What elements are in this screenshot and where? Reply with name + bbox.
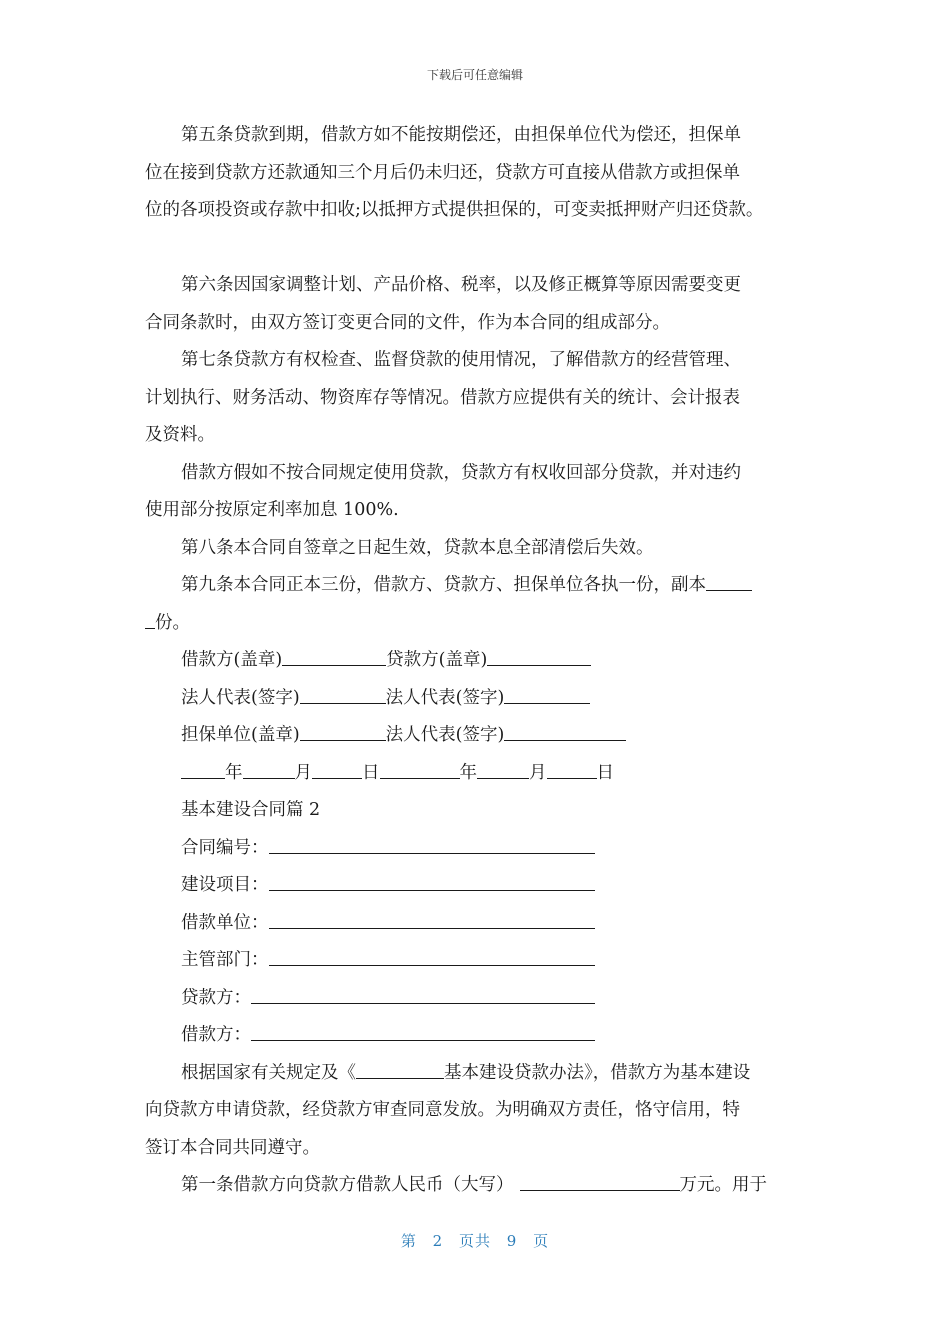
date-blank	[181, 760, 225, 779]
paragraph-gap	[145, 233, 835, 271]
lender-blank	[251, 985, 595, 1004]
copies-blank-cont	[145, 610, 155, 629]
preamble-line1	[145, 1058, 835, 1096]
year-label: 年	[459, 762, 477, 783]
article7-line3: 及资料。	[145, 425, 215, 445]
project-blank	[269, 872, 595, 891]
borrower-label: 借款方：	[181, 1025, 251, 1045]
legal-rep-label: 法人代表(签字)	[385, 725, 505, 745]
article5-line2: 位在接到贷款方还款通知三个月后仍未归还，贷款方可直接从借款方或担保单	[145, 162, 740, 183]
borrow-unit-row	[145, 908, 835, 946]
signature-row-3	[145, 720, 835, 758]
article1-text: 万元。用于	[679, 1175, 767, 1195]
article9-line2	[145, 608, 835, 646]
total-pages: 9	[506, 1232, 518, 1250]
lender-row	[145, 983, 835, 1021]
article7-line2: 计划执行、财务活动、物资库存等情况。借款方应提供有关的统计、会计报表	[145, 387, 740, 408]
signature-blank	[300, 685, 386, 704]
preamble-line3: 签订本合同共同遵守。	[145, 1137, 320, 1158]
month-label: 月	[529, 762, 547, 783]
date-blank	[380, 760, 460, 779]
borrow-unit-label: 借款单位：	[181, 912, 269, 933]
regulation-blank	[356, 1060, 444, 1079]
borrower-row	[145, 1020, 835, 1058]
date-blank	[312, 760, 362, 779]
guarantor-seal-label: 担保单位(盖章)	[181, 725, 300, 745]
section-title: 基本建设合同篇 2	[181, 800, 321, 820]
article7-line1: 第七条贷款方有权检查、监督贷款的使用情况，了解借款方的经营管理、	[181, 350, 741, 370]
borrow-unit-blank	[269, 910, 595, 929]
legal-rep-label: 法人代表(签字)	[181, 687, 300, 708]
amount-blank	[520, 1172, 680, 1191]
document-body	[145, 120, 835, 1208]
contract-no-row	[145, 833, 835, 871]
preamble-text: 基本建设贷款办法》，借款方为基本建设	[444, 1062, 751, 1083]
article9-text: 第九条本合同正本三份，借款方、贷款方、担保单位各执一份，副本	[181, 575, 706, 595]
page-footer	[0, 1230, 950, 1251]
footer-text: 第	[400, 1232, 417, 1250]
contract-no-blank	[269, 835, 595, 854]
article8-line1: 第八条本合同自签章之日起生效，贷款本息全部清偿后失效。	[181, 537, 654, 558]
signature-row-2	[145, 683, 835, 721]
footer-text: 页	[533, 1232, 550, 1250]
signature-blank	[504, 685, 590, 704]
date-row	[145, 758, 835, 796]
preamble-line2: 向贷款方申请贷款，经贷款方审查同意发放。为明确双方责任，恪守信用，特	[145, 1100, 740, 1120]
penalty-line2: 使用部分按原定利率加息 100%.	[145, 500, 399, 520]
borrower-blank	[251, 1022, 595, 1041]
dept-label: 主管部门：	[181, 950, 269, 970]
article6-line1: 第六条因国家调整计划、产品价格、税率，以及修正概算等原因需要变更	[181, 275, 741, 295]
article6-line2: 合同条款时，由双方签订变更合同的文件，作为本合同的组成部分。	[145, 312, 670, 333]
page-number: 2	[432, 1232, 444, 1250]
preamble-text: 根据国家有关规定及《	[181, 1062, 356, 1083]
lender-seal-label: 贷款方(盖章)	[386, 650, 488, 670]
article1-line1	[145, 1170, 835, 1208]
article5-line3: 位的各项投资或存款中扣收;以抵押方式提供担保的，可变卖抵押财产归还贷款。	[145, 200, 764, 220]
borrower-seal-label: 借款方(盖章)	[181, 650, 283, 670]
article9-line1	[145, 570, 835, 608]
date-blank	[547, 760, 597, 779]
signature-blank	[282, 647, 386, 666]
article9-text-end: 份。	[155, 612, 190, 633]
signature-blank	[487, 647, 591, 666]
day-label: 日	[362, 762, 380, 783]
month-label: 月	[294, 762, 312, 783]
dept-row	[145, 945, 835, 983]
signature-blank	[504, 722, 626, 741]
lender-label: 贷款方：	[181, 987, 251, 1008]
project-row	[145, 870, 835, 908]
legal-rep-label: 法人代表(签字)	[385, 687, 505, 708]
signature-row-1	[145, 645, 835, 683]
penalty-line1: 借款方假如不按合同规定使用贷款，贷款方有权收回部分贷款，并对违约	[181, 462, 741, 483]
article5-line1: 第五条贷款到期，借款方如不能按期偿还，由担保单位代为偿还，担保单	[181, 125, 741, 145]
dept-blank	[269, 947, 595, 966]
signature-blank	[300, 722, 386, 741]
project-label: 建设项目：	[181, 875, 269, 895]
article1-text: 第一条借款方向贷款方借款人民币（大写）	[181, 1175, 514, 1195]
date-blank	[477, 760, 529, 779]
date-blank	[243, 760, 295, 779]
day-label: 日	[596, 762, 614, 783]
page-header: 下载后可任意编辑	[426, 68, 523, 82]
footer-text: 页共	[458, 1232, 491, 1250]
copies-blank	[706, 572, 752, 591]
year-label: 年	[225, 762, 243, 783]
contract-no-label: 合同编号：	[181, 837, 269, 858]
